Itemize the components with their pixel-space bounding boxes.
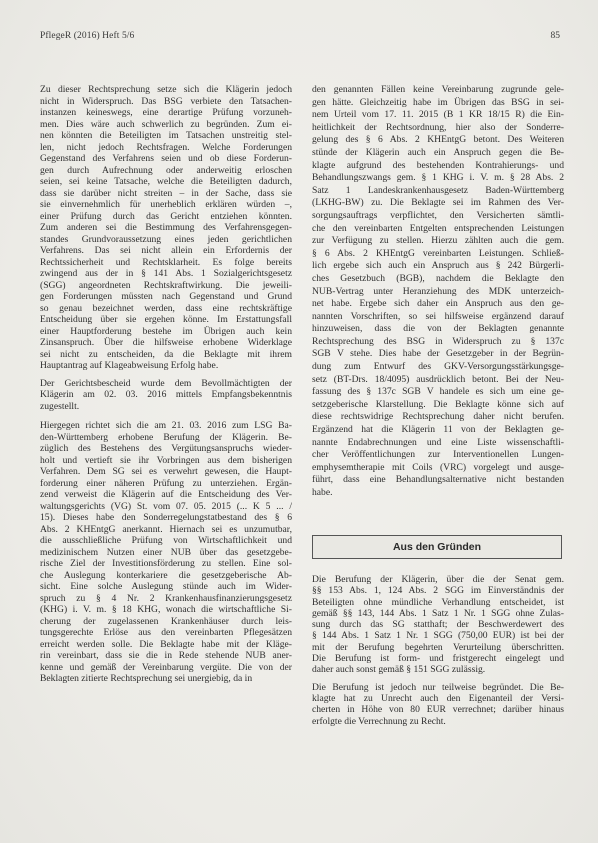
text-line: (LKHG-BW) zu. Die Beklagte sei im Rahmen des Ver- — [312, 197, 564, 209]
text-line: Gegenstand des Verfahrens seien und ob diese Forderun- — [40, 153, 292, 164]
text-line: rische Ziel der Investitionsförderung zu stellen. Eine sol- — [40, 558, 292, 569]
text-line: Ergänzend hat die Klägerin 11 von der Beklagten ge- — [312, 424, 564, 436]
text-line: daher auch sonst gemäß § 151 SGG zulässig. — [312, 664, 486, 676]
text-line: Zum anderen sei die Bestimmung des Verfahrensgegen- — [40, 222, 292, 233]
text-line: NUB-Vertrag unter Heranziehung des MDK unterzeich- — [312, 285, 564, 297]
text-line: den genannten Fällen keine Vereinbarung zugrunde gele- — [312, 84, 564, 95]
text-line: klagte aufgrund des bestehenden Kontrahierungs- und — [312, 159, 564, 171]
text-line: holt und vertieft sie ihr Vorbringen aus dem bisherigen — [40, 454, 292, 466]
text-line: setzgeberische Klarstellung. Die Beklagte könne sich auf — [312, 398, 564, 410]
section-body — [312, 574, 564, 727]
running-title: PflegeR (2016) Heft 5/6 — [40, 31, 135, 41]
text-line: Hiergegen richtet sich die am 21. 03. 2016 zum LSG Ba- — [40, 420, 292, 431]
text-line: dass sie darüber nicht streiten – in der Sache, dass sie — [40, 187, 292, 199]
text-line: len, nicht jedoch Rechtsfragen. Welche Forderungen — [40, 141, 292, 153]
paragraph — [40, 420, 292, 685]
text-line: erfolgte die Verrechnung zu Recht. — [312, 715, 446, 727]
text-line: 15). Dieses habe den Sonderregelungstatbestand des § 6 — [40, 512, 292, 523]
text-line: Beklagten zitierte Rechtsprechung sei unergiebig, da in — [40, 673, 253, 684]
text-line: cherung der zugelassenen Krankenhäuser durch leis- — [40, 615, 292, 627]
text-line: Zu dieser Rechtsprechung setze sich die Klägerin jedoch — [40, 84, 292, 95]
text-line: züglich des Bestehens des Vergütungsanspruchs wieder- — [40, 443, 292, 454]
text-line: dung zum Entwurf des GKV-Versorgungsstärkungsge- — [312, 361, 564, 373]
text-line: gen hätte. Gleichzeitig habe im Übrigen das BSG in sei- — [312, 96, 564, 108]
text-line: fassung des § 137c SGB V handele es sich um eine ge- — [312, 386, 564, 398]
section-heading-box — [312, 535, 562, 559]
text-line: Zinsanspruch. Über die hilfsweise erhobene Widerklage — [40, 337, 292, 348]
text-line: Die Berufung der Klägerin, über die der Senat gem. — [312, 574, 564, 585]
text-line: sie einvernehmlich für unerheblich erklären würden –, — [40, 199, 292, 210]
text-line: erreicht werden solle. Die Beklagte habe mit der Kläge- — [40, 638, 292, 650]
text-line: gelung des § 6 Abs. 2 KHEntgG betont. Des Weiteren — [312, 134, 564, 146]
text-line: klagte hat zu Unrecht auch den Eigenanteil der Versi- — [312, 692, 564, 704]
text-line: cher Veröffentlichungen zur Interventionellen Lungen- — [312, 449, 564, 461]
text-line: rin vereinbart, dass sie die in Rede stehende NUB aner- — [40, 650, 292, 661]
text-line: (SGG) angeordneten Rechtskraftwirkung. Die jeweili- — [40, 279, 292, 291]
text-line: stünde der Klägerin auch ein Anspruch gegen die Be- — [312, 146, 564, 158]
text-line: einer Hauptforderung bestehe im Übrigen auch kein — [40, 325, 292, 337]
text-line: Die Berufung ist jedoch nur teilweise begründet. Die Be- — [312, 681, 564, 693]
text-line: § 144 Abs. 1 Satz 1 Nr. 1 SGG (750,00 EUR) ist bei der — [312, 630, 564, 642]
text-line: tungsgerechte Erlöse aus den vereinbarten Pflegesätzen — [40, 627, 292, 638]
text-line: nannten Vorschriften, so sei hilfsweise ergänzend darauf — [312, 310, 564, 322]
text-line: § 6 Abs. 2 KHEntgG vereinbarten Leistungen. Schließ- — [312, 247, 564, 259]
text-line: zwingend aus der in § 141 Abs. 1 Sozialgerichtsgesetz — [40, 268, 292, 279]
text-line: spruch zu § 4 Nr. 2 Krankenhausfinanzierungsgesetz — [40, 592, 292, 604]
text-line: gen Forderungen müssten nach Gegenstand und Grund — [40, 291, 292, 302]
page-number: 85 — [550, 31, 560, 41]
text-line: men. Dies wäre auch schwerlich zu begründen. Zum ei- — [40, 118, 292, 130]
text-line: Verfahren. Dem SG sei es verwehrt gewesen, die Haupt- — [40, 466, 292, 477]
text-line: Rechtsprechung des BSG in Widerspruch zu § 137c — [312, 335, 564, 347]
text-line: den-Württemberg erhobene Berufung der Klägerin. Be- — [40, 431, 292, 443]
text-line: ches Gesetzbuch (BGB), nachdem die Beklagte den — [312, 272, 564, 284]
text-line: Abs. 2 KHEntgG anerkannt. Hiernach sei es unzumutbar, — [40, 523, 292, 535]
text-line: che den vereinbarten Entgelten entsprechenden Leistungen — [312, 222, 564, 234]
text-line: medizinischem Nutzen einer NUB über das gesetzgebe- — [40, 546, 292, 558]
text-line: sorgungsauftrags verpflichtet, den Versicherten sämtli- — [312, 209, 564, 221]
text-line: habe. — [312, 487, 333, 498]
text-line: nem Urteil vom 17. 11. 2015 (B 1 KR 18/15 R) die Ein- — [312, 109, 564, 121]
text-line: nannte Endabrechnungen und eine Liste wissenschaftli- — [312, 436, 564, 448]
text-line: gemäß §§ 143, 144 Abs. 1 Satz 1 Nr. 1 SGG ohne Zulas- — [312, 607, 564, 619]
text-line: emphysemtherapie mit Coils (VRC) vorgelegt und ausge- — [312, 461, 564, 473]
text-line: Entscheidung über sie ergehen könne. Im Erstattungsfall — [40, 314, 292, 325]
text-line: Klägerin am 02. 03. 2016 mittels Empfangsbekenntnis — [40, 389, 292, 400]
text-line: cherten in Höhe von 80 EUR verrechnet; darüber hinaus — [312, 704, 564, 716]
text-line: sung durch das SG statthaft; der Beschwerdewert des — [312, 619, 564, 631]
paragraph — [312, 682, 564, 727]
paragraph — [40, 84, 292, 372]
text-line: mit der Berufung begehrten Verurteilung überschritten. — [312, 641, 564, 653]
text-line: Der Gerichtsbescheid wurde dem Bevollmächtigten der — [40, 377, 292, 389]
paragraph — [312, 574, 564, 676]
text-line: Verfahrens. Das sei nicht allein ein Erfordernis der — [40, 245, 292, 256]
text-line: standes Grundvoraussetzung eines jeden gerichtlichen — [40, 233, 292, 245]
text-line: §§ 153 Abs. 1, 124 Abs. 2 SGG im Einverständnis der — [312, 585, 564, 597]
text-line: sicht. Eine solche Auslegung stünde auch im Wider- — [40, 581, 292, 592]
text-line: diese rechtswidrige Rechtsprechung daher nicht berufen. — [312, 411, 564, 423]
text-line: sei nicht zu entscheiden, da die Beklagte mit ihrem — [40, 348, 292, 360]
text-line: kenne und gemäß der Vereinbarung vergüte. Die von der — [40, 661, 292, 673]
text-line: die ausschließliche Prüfung von Wirtschaftlichkeit und — [40, 535, 292, 546]
text-line: SGB V stehe. Dies habe der Gesetzgeber in der Begrün- — [312, 348, 564, 360]
paragraph — [312, 84, 564, 500]
text-line: heitlichkeit der Rechtsordnung, hier also der Sonderre- — [312, 121, 564, 133]
paragraph — [40, 378, 292, 413]
text-line: nicht in Widerspruch. Das BSG verbiete den Tatsachen- — [40, 95, 292, 107]
section-heading: Aus den Gründen — [392, 541, 482, 553]
text-line: so genau bezeichnet werden, dass eine rechtskräftige — [40, 302, 292, 314]
text-line: forderung einer näheren Prüfung zu unterziehen. Ergän- — [40, 477, 292, 489]
text-line: Behandlungszwangs gem. § 1 KHG i. V. m. § 28 Abs. 2 — [312, 172, 564, 184]
text-line: Die Berufung ist form- und fristgerecht eingelegt und — [312, 653, 564, 665]
text-line: Beteiligten ohne mündliche Verhandlung entscheidet, ist — [312, 596, 564, 608]
text-line: zend verweist die Klägerin auf die Entscheidung des Ver- — [40, 489, 292, 500]
text-line: lich ergebe sich auch ein Anspruch aus § 242 Bürgerli- — [312, 260, 564, 272]
text-line: hinzuweisen, dass die von der Beklagten genannte — [312, 323, 564, 335]
text-line: instanzen keineswegs, eine derartige Prüfung vorzuneh- — [40, 107, 292, 118]
text-line: che Auslegung konterkariere die gesetzgeberische Ab- — [40, 569, 292, 581]
text-line: zugestellt. — [40, 400, 80, 412]
text-line: (KHG) i. V. m. § 18 KHG, wonach die wirtschaftliche Si- — [40, 604, 292, 615]
text-line: führt, dass eine Behandlungsalternative nicht bestanden — [312, 474, 564, 486]
right-column — [312, 84, 564, 500]
text-line: einer Prüfung durch das Gericht entziehen könnten. — [40, 210, 292, 222]
text-line: Hauptantrag auf Klageabweisung Erfolg habe. — [40, 360, 219, 371]
text-line: Satz 1 Landeskrankenhausgesetz Baden-Württemberg — [312, 184, 564, 196]
text-line: nen könnten die Beteiligten im Tatsachen unstreitig stel- — [40, 130, 292, 141]
text-line: setz (BT-Drs. 18/4095) ausdrücklich betont. Bei der Neu- — [312, 373, 564, 385]
text-line: zur Verfügung zu stellen. Hierzu zählten auch die gem. — [312, 235, 564, 247]
text-line: seien, sei keine Tatsache, welche die Beteiligten dadurch, — [40, 176, 292, 187]
text-line: waltungsgerichts (VG) St. vom 07. 05. 2015 (... K 5 ... / — [40, 500, 292, 512]
text-line: Rechtssicherheit und Rechtsklarheit. Es folge bereits — [40, 256, 292, 268]
text-line: net habe. Ergebe sich daher ein Anspruch aus den ge- — [312, 298, 564, 310]
left-column — [40, 84, 292, 685]
text-line: gen durch Aufrechnung oder anderweitig erloschen — [40, 164, 292, 176]
